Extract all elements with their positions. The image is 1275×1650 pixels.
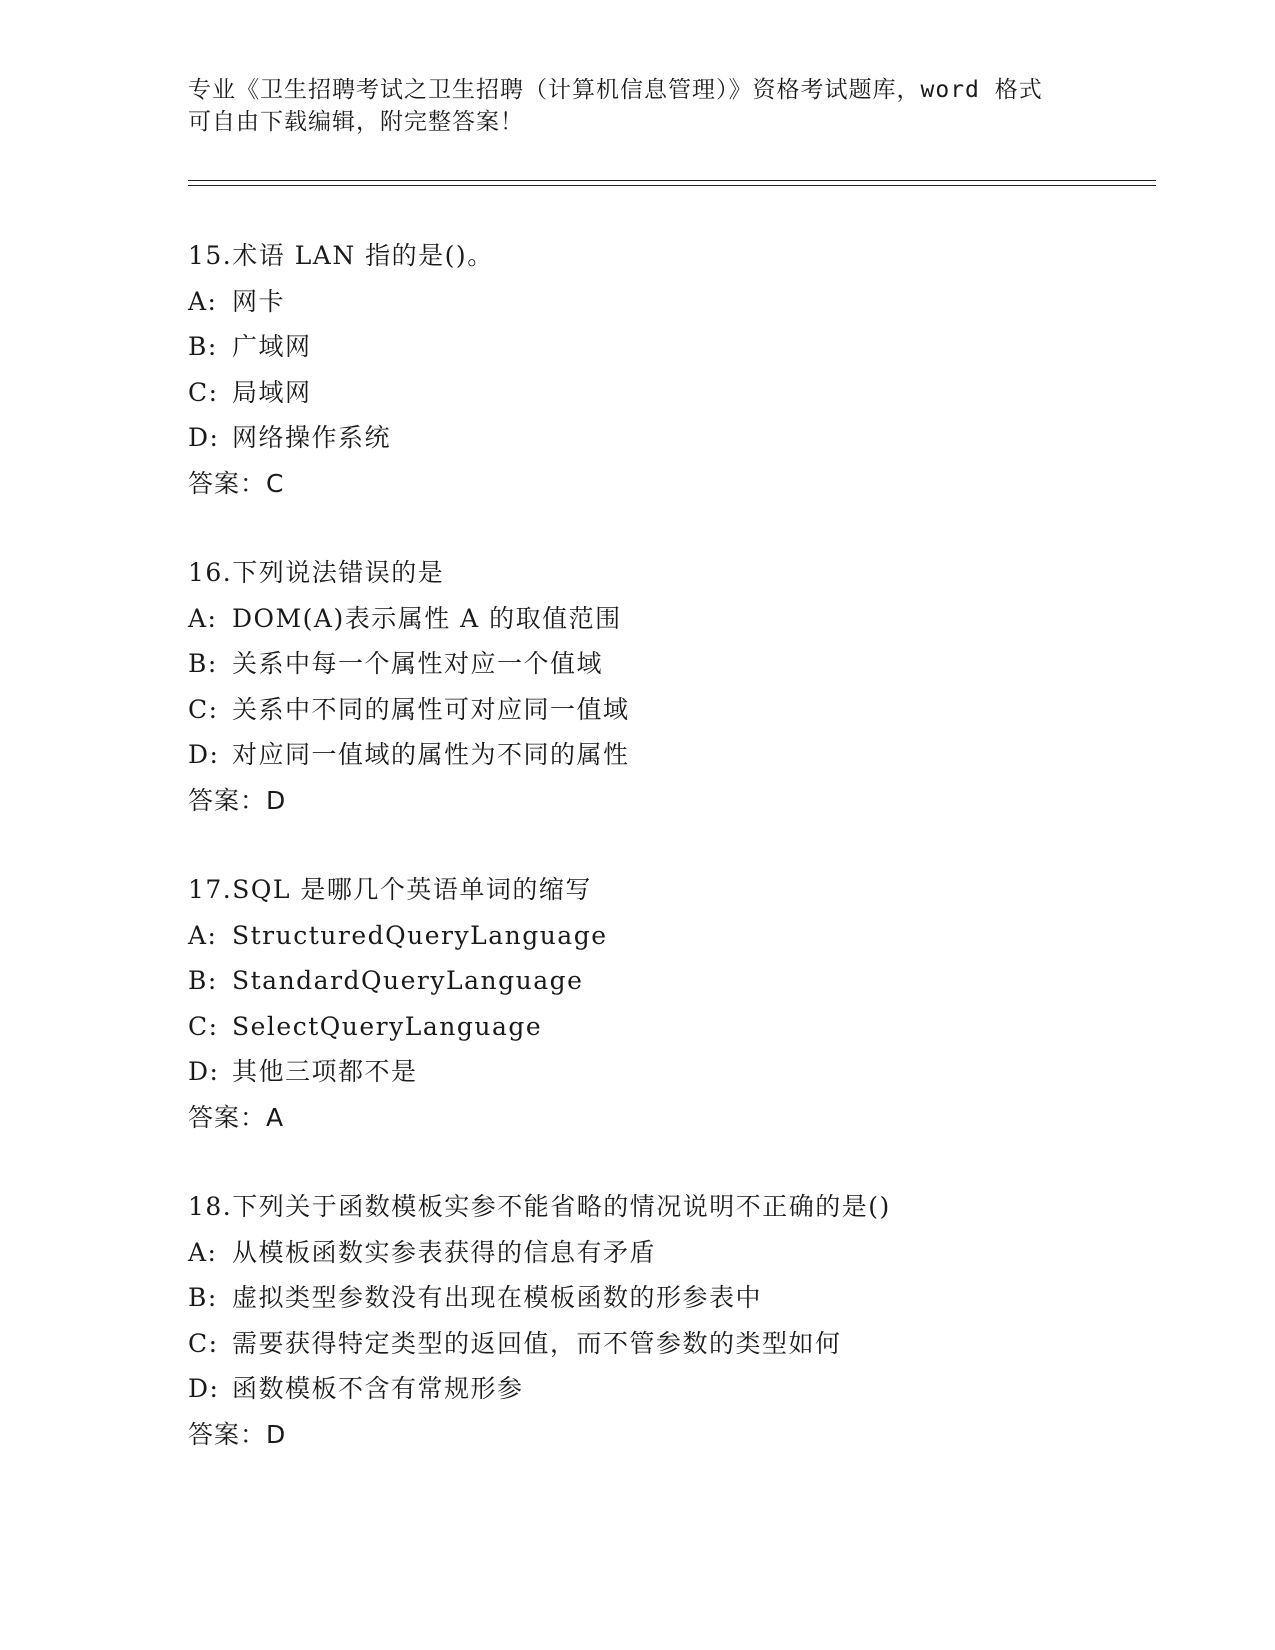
option-letter: C:: [188, 377, 219, 407]
option-a: [188, 918, 1188, 964]
question-16: [188, 555, 1188, 828]
option-text: SelectQueryLanguage: [232, 1011, 543, 1041]
option-d: [188, 1054, 1188, 1100]
option-text: 函数模板不含有常规形参: [232, 1374, 524, 1403]
question-stem: 17.SQL 是哪几个英语单词的缩写: [188, 875, 592, 904]
option-letter: D:: [188, 1057, 220, 1086]
option-d: [188, 737, 1188, 783]
option-c: [188, 375, 1188, 421]
option-c: [188, 692, 1188, 738]
option-text: StructuredQueryLanguage: [232, 920, 608, 950]
option-text: 局域网: [232, 377, 312, 407]
question-stem: 18.下列关于函数模板实参不能省略的情况说明不正确的是(): [188, 1192, 891, 1221]
option-letter: A:: [188, 603, 218, 633]
option-letter: A:: [188, 1237, 218, 1267]
answer-line: 答案：A: [188, 1102, 285, 1132]
answer-line: 答案：C: [188, 468, 285, 498]
option-c: [188, 1009, 1188, 1055]
option-text: 对应同一值域的属性为不同的属性: [232, 740, 630, 769]
header-line-1: 专业《卫生招聘考试之卫生招聘（计算机信息管理）》资格考试题库，word 格式: [188, 77, 1043, 103]
option-b: [188, 329, 1188, 375]
option-letter: A:: [188, 286, 218, 316]
header-divider-top: [188, 180, 1156, 181]
option-letter: D:: [188, 1374, 220, 1403]
answer-line: 答案：D: [188, 1419, 287, 1449]
option-text: 关系中不同的属性可对应同一值域: [232, 694, 630, 724]
option-text: 网卡: [232, 286, 286, 316]
option-b: [188, 1280, 1188, 1326]
option-text: 虚拟类型参数没有出现在模板函数的形参表中: [232, 1283, 763, 1312]
option-text: StandardQueryLanguage: [232, 966, 584, 995]
option-letter: B:: [188, 332, 218, 361]
option-letter: B:: [188, 1283, 218, 1312]
option-b: [188, 646, 1188, 692]
question-15: [188, 238, 1188, 511]
option-text: 需要获得特定类型的返回值，而不管参数的类型如何: [232, 1328, 842, 1358]
option-letter: D:: [188, 423, 220, 452]
option-d: [188, 1371, 1188, 1417]
document-header: [188, 74, 1088, 138]
option-letter: B:: [188, 966, 218, 995]
option-letter: B:: [188, 649, 218, 678]
header-divider-bottom: [188, 185, 1156, 186]
header-line-2: 可自由下载编辑，附完整答案！: [188, 109, 524, 135]
option-text: DOM(A)表示属性 A 的取值范围: [232, 603, 622, 633]
option-b: [188, 963, 1188, 1009]
question-list: [188, 238, 1188, 1506]
option-letter: D:: [188, 740, 220, 769]
option-letter: A:: [188, 920, 218, 950]
option-text: 关系中每一个属性对应一个值域: [232, 649, 604, 678]
option-a: [188, 284, 1188, 330]
option-letter: C:: [188, 1328, 219, 1358]
question-17: [188, 872, 1188, 1145]
option-text: 网络操作系统: [232, 423, 392, 452]
answer-line: 答案：D: [188, 785, 287, 815]
question-stem: 15.术语 LAN 指的是()。: [188, 241, 494, 270]
option-a: [188, 1235, 1188, 1281]
option-d: [188, 420, 1188, 466]
option-text: 其他三项都不是: [232, 1057, 418, 1086]
option-text: 从模板函数实参表获得的信息有矛盾: [232, 1237, 657, 1267]
option-c: [188, 1326, 1188, 1372]
option-letter: C:: [188, 694, 219, 724]
option-a: [188, 601, 1188, 647]
option-text: 广域网: [232, 332, 312, 361]
question-18: [188, 1189, 1188, 1462]
question-stem: 16.下列说法错误的是: [188, 558, 445, 587]
option-letter: C:: [188, 1011, 219, 1041]
